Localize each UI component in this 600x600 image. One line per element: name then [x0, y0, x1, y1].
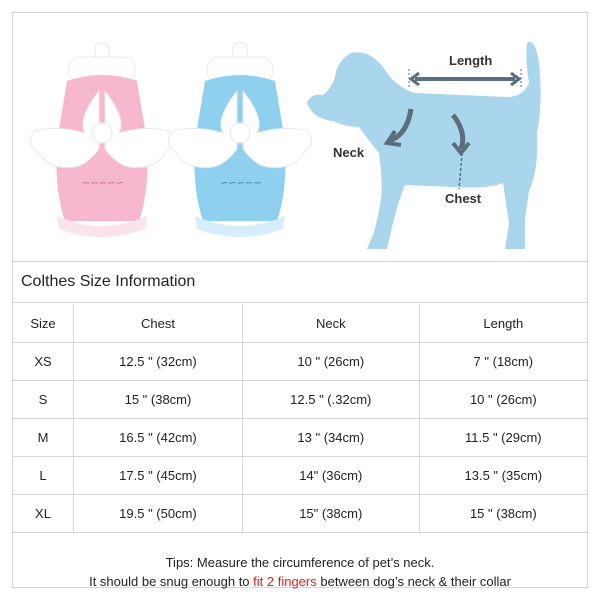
header-length: Length	[419, 304, 587, 343]
cell-size: L	[13, 457, 74, 495]
cell-size: M	[13, 419, 74, 457]
cell-neck: 10 " (26cm)	[242, 343, 419, 381]
table-row	[13, 457, 587, 495]
tips-line-2-end: between dog’s neck & their collar	[316, 574, 511, 589]
svg-text:∽∽∽∽∽: ∽∽∽∽∽	[219, 178, 261, 189]
cell-neck: 12.5 " (.32cm)	[242, 381, 419, 419]
cell-chest: 16.5 " (42cm)	[74, 419, 243, 457]
table-header-row	[13, 304, 587, 343]
cell-neck: 15" (38cm)	[242, 495, 419, 533]
header-neck: Neck	[242, 304, 419, 343]
cell-neck: 14" (36cm)	[242, 457, 419, 495]
cell-chest: 17.5 " (45cm)	[74, 457, 243, 495]
cell-length: 11.5 " (29cm)	[419, 419, 587, 457]
pink-hoodie-image	[27, 21, 177, 261]
cell-chest: 19.5 " (50cm)	[74, 495, 243, 533]
tips-text	[13, 553, 587, 591]
table-row	[13, 381, 587, 419]
chest-label: Chest	[445, 191, 482, 206]
cell-length: 10 " (26cm)	[419, 381, 587, 419]
cell-size: S	[13, 381, 74, 419]
cell-length: 13.5 " (35cm)	[419, 457, 587, 495]
table-row	[13, 495, 587, 533]
tips-line-2-start: It should be snug enough to	[89, 574, 254, 589]
header-size: Size	[13, 304, 74, 343]
size-table	[13, 304, 587, 533]
tips-line-1: Tips: Measure the circumference of pet’s neck.	[165, 555, 435, 570]
cell-length: 7 " (18cm)	[419, 343, 587, 381]
cell-chest: 15 " (38cm)	[74, 381, 243, 419]
dog-measurement-diagram	[303, 23, 587, 259]
cell-length: 15 " (38cm)	[419, 495, 587, 533]
section-title: Colthes Size Information	[13, 261, 587, 303]
tips-highlight: fit 2 fingers	[253, 574, 317, 589]
table-row	[13, 419, 587, 457]
cell-chest: 12.5 " (32cm)	[74, 343, 243, 381]
size-chart-frame	[12, 12, 588, 588]
product-image-area	[13, 13, 587, 262]
dog-silhouette	[303, 23, 587, 259]
cell-neck: 13 " (34cm)	[242, 419, 419, 457]
neck-label: Neck	[333, 145, 365, 160]
length-label: Length	[449, 53, 493, 68]
table-row	[13, 343, 587, 381]
tips-line-2	[13, 572, 587, 591]
cell-size: XS	[13, 343, 74, 381]
svg-text:∽∽∽∽∽: ∽∽∽∽∽	[81, 178, 123, 189]
header-chest: Chest	[74, 304, 243, 343]
cell-size: XL	[13, 495, 74, 533]
blue-hoodie-image	[165, 21, 315, 261]
